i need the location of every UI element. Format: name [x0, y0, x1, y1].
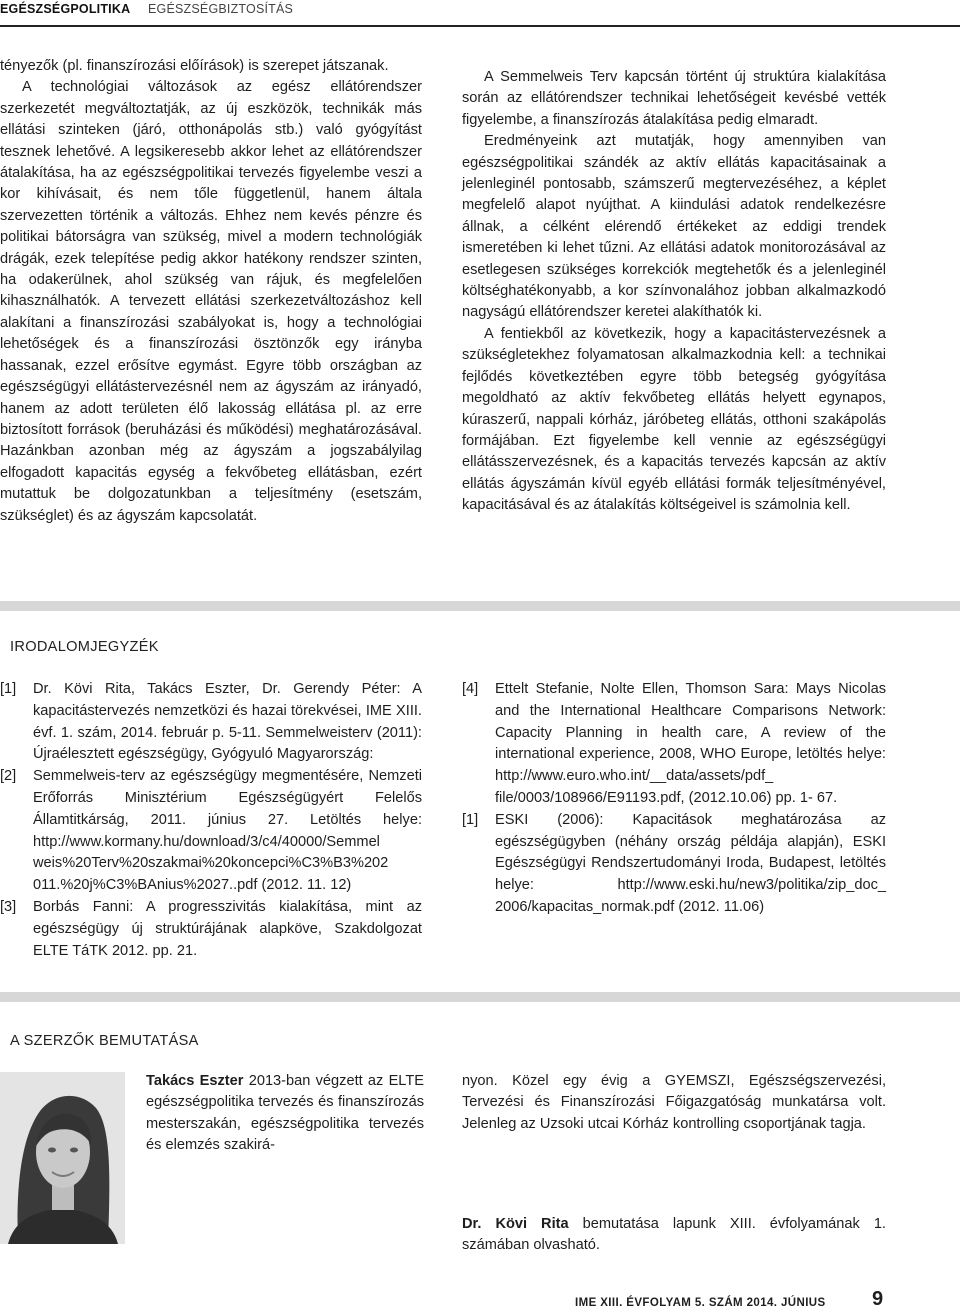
reference-item: [0, 897, 422, 962]
author-name: Takács Eszter: [146, 1073, 244, 1089]
category-sub: EGÉSZSÉGBIZTOSÍTÁS: [148, 2, 294, 16]
reference-text: Borbás Fanni: A progresszivitás kialakítása, mint az egészségügy új struktúrájának alapköve, Szakdolgozat ELTE TáTK 2012. pp. 21.: [33, 898, 422, 959]
running-header: [0, 0, 960, 26]
paragraph: A fentiekből az következik, hogy a kapacitástervezésnek a szükségletekhez folyamatosan alkalmazkodnia kell: a technikai fejlődés következtében egyre több betegség gyógyítása megoldható az aktív fekvőbeteg ellátás helyett egynapos, kúraszerű, nappali kórház, járóbeteg ellátás, otthoni szakápolás formájában. Ezt figyelembe kell vennie az egészségügyi ellátásszervezésnek, és a kapacitás tervezés kapcsán az aktív ellátás ágyszámán kívül egyéb ellátási formák teljesítményével, kapacitásával és az átalakítás költségeivel is számolnia kell.: [462, 325, 886, 514]
category-main: EGÉSZSÉGPOLITIKA: [0, 2, 131, 16]
authors-heading: A SZERZŐK BEMUTATÁSA: [10, 1033, 199, 1049]
reference-number: [2]: [0, 768, 17, 785]
references-heading: IRODALOMJEGYZÉK: [10, 639, 159, 655]
reference-item: [0, 679, 422, 766]
paragraph: A Semmelweis Terv kapcsán történt új struktúra kialakítása során az ellátórendszer technikai lehetőségeit kevésbé vették figyelembe, a finanszírozás átalakítása pedig elmaradt.: [462, 69, 886, 128]
page-number: 9: [872, 1288, 884, 1310]
reference-text: ESKI (2006): Kapacitások meghatározása az egészségügyben (néhány ország példája alapján), ESKI Egészségügyi Rendszertudományi Iroda, Budapest, letöltés helye: http://www.eski.hu/new3/politika/zip_doc_ 2006/kapacitas_normak.pdf (2012. 11.06): [495, 811, 886, 915]
portrait-image: [0, 1072, 125, 1244]
journal-info: IME XIII. ÉVFOLYAM 5. SZÁM 2014. JÚNIUS: [575, 1297, 826, 1309]
reference-number: [1]: [462, 811, 479, 828]
section-divider: [0, 601, 960, 611]
reference-item: [0, 766, 422, 897]
references-right-column: [462, 679, 886, 919]
reference-item: [462, 679, 886, 810]
page-footer: [0, 1290, 960, 1314]
author-bio-left: [146, 1071, 424, 1157]
author-bio-right: nyon. Közel egy évig a GYEMSZI, Egészségszervezési, Tervezési és Finanszírozási Főigazgatóság munkatársa volt. Jelenleg az Uzsoki utcai Kórház kontrolling csoportjának tagja.: [462, 1073, 886, 1132]
paragraph: Eredményeink azt mutatják, hogy amennyiben van egészségpolitikai szándék az aktív ellátás kapacitásainak a jelenleginél pontosabb, számszerű megtervezéséhez, a képlet megfelelő alapot nyújthat. A kiindulási adatok rendelkezésre állnak, a célként elérendő értékeket az eddigi trendek ismeretében ki lehet tűzni. Az ellátási adatok monitorozásával az esetlegesen szükséges korrekciók megtehetők és a jelenleginél költséghatékonyabb, a kor színvonalához jobban alkalmazkodó nagyságú ellátórendszer keretei alakíthatók ki.: [462, 133, 886, 321]
reference-number: [1]: [0, 681, 17, 697]
body-right-column: [462, 67, 886, 517]
section-divider: [0, 992, 960, 1002]
references-left-column: [0, 679, 422, 962]
author-photo: [0, 1072, 125, 1244]
header-rule: [0, 25, 960, 27]
author-note: [462, 1214, 886, 1257]
reference-text: Ettelt Stefanie, Nolte Ellen, Thomson Sara: Mays Nicolas and the International Healthcare Comparisons Network: Capacity Planning in health care, A review of the international experience, 2008, WHO Europe, letöltés helye: http://www.euro.who.int/__data/assets/pdf_ file/0003/108966/E91193.pdf, (2012.10.06) pp. 1- 67.: [495, 681, 886, 806]
reference-number: [4]: [462, 681, 479, 697]
body-left-column: [0, 56, 422, 527]
paragraph: A technológiai változások az egész ellátórendszer szerkezetét megváltoztatják, az új eszközök, technikák más ellátási szinteken (járó, otthonápolás stb.) való gyógyítást tesznek lehetővé. A legsikeresebb akkor lehet az ellátórendszer átalakítása, ha az egészségpolitikai tervezés figyelembe veszi a kor kihívásait, és nem tőle függetlenül, hanem általa szervezetten történik a változás. Ehhez nem kevés pénzre és politikai bátorságra van szükség, mivel a modern technológiák drágák, ezek telepítése pedig akkor hatékony rendszer szinten, ha odakerülnek, ahol szükség van rájuk, és megfelelően kihasználhatók. A tervezett ellátási szerkezetváltozáshoz kell alakítani a finanszírozási szabályokat is, hogy a technológiai lehetőségek és a finanszírozási ösztönzők egy irányba hassanak, ezzel erősítve egymást. Egyre több országban az egészségügyi ellátástervezésnél nem az ágyszám az irányadó, hanem az adott területen élő lakosság ellátása pl. az erre biztosított források (beruházási és működési) meghatározásával. Hazánkban azonban még az ágyszám a jogszabályilag elfogadott kapacitás egység a fekvőbeteg ellátásban, ezért mutattuk be dolgozatunkban a teljesítmény (esetszám, szükséglet) és az ágyszám kapcsolatát.: [0, 79, 422, 524]
note-text: bemutatása lapunk XIII. évfolyamának 1. számában olvasható.: [462, 1216, 886, 1254]
reference-item: [462, 810, 886, 919]
reference-text: Dr. Kövi Rita, Takács Eszter, Dr. Gerendy Péter: A kapacitástervezés nemzetközi és hazai törekvései, IME XIII. évf. 1. szám, 2014. február p. 5-11. Semmelweisterv (2011): Újraélesztett egészségügy, Gyógyuló Magyarország:: [33, 681, 422, 763]
paragraph: tényezők (pl. finanszírozási előírások) is szerepet játszanak.: [0, 58, 389, 74]
reference-number: [3]: [0, 898, 17, 915]
reference-text: Semmelweis-terv az egészségügy megmentésére, Nemzeti Erőforrás Minisztérium Egészségügyért Felelős Államtitkárság, 2011. június 27. Letöltés helye: http://www.kormany.hu/download/3/c4/40000/Semmel weis%20Terv%20szakmai%20koncepci%C3%B3%202 011.%20j%C3%BAnius%2027..pdf (2012. 11. 12): [33, 768, 422, 894]
author-bio-text: 2013-ban végzett az ELTE egészségpolitika tervezés és finanszírozás mesterszakán, egészségpolitika tervezés és elemzés szakirá-: [146, 1073, 424, 1154]
note-author-name: Dr. Kövi Rita: [462, 1216, 569, 1232]
